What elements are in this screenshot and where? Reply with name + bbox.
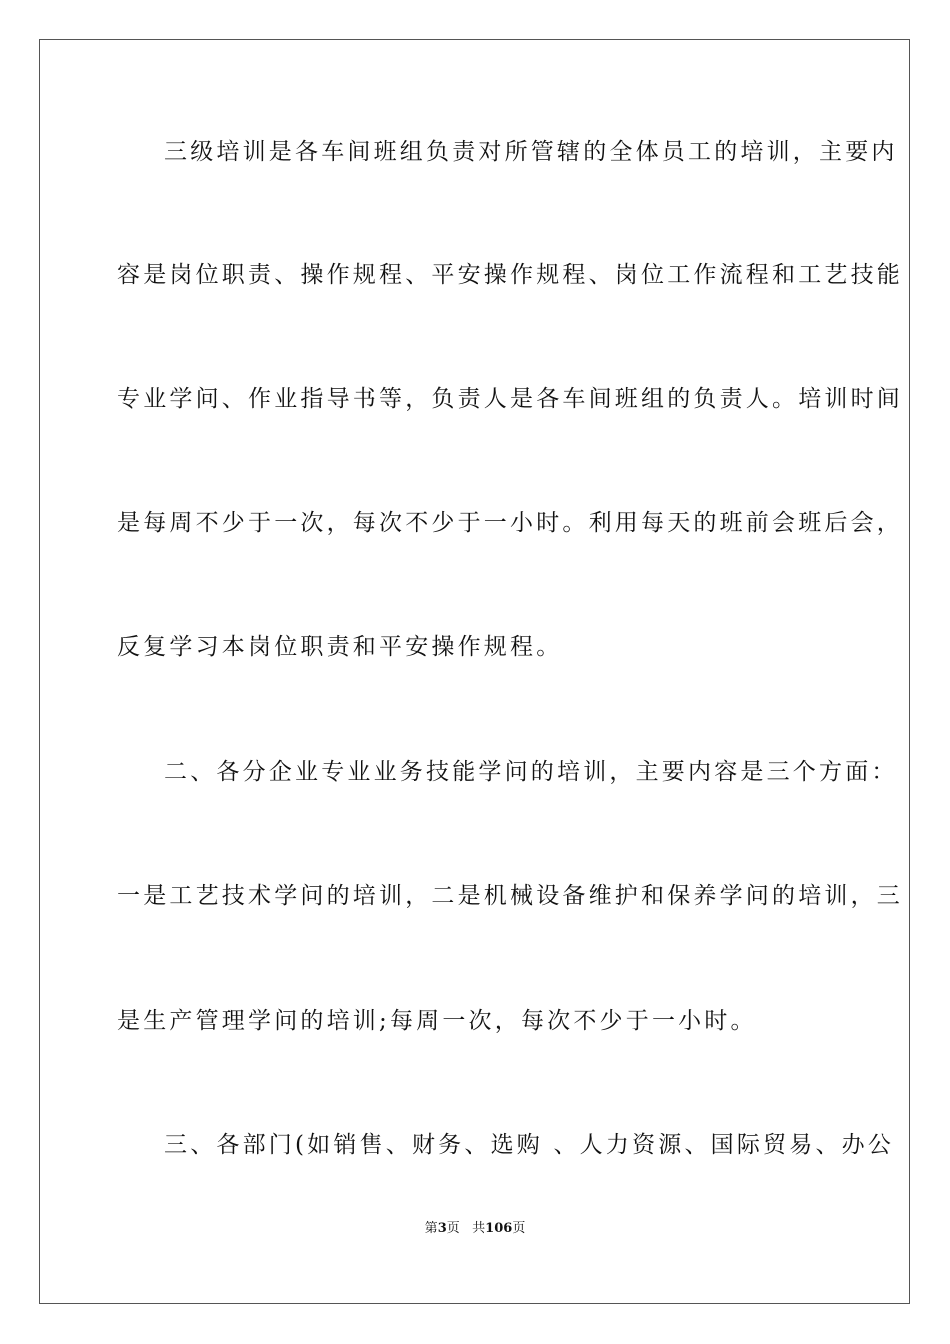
page-footer: [0, 1221, 950, 1237]
paragraph-line: 三、各部门(如销售、财务、选购 、人力资源、国际贸易、办公: [164, 1132, 895, 1158]
page-number: 3: [437, 1221, 447, 1236]
footer-prefix: 第: [424, 1221, 438, 1236]
paragraph-line: 是每周不少于一次，每次不少于一小时。利用每天的班前会班后会，: [117, 510, 903, 536]
footer-page-suffix: 页: [446, 1221, 460, 1236]
paragraph-line: 专业学问、作业指导书等，负责人是各车间班组的负责人。培训时间: [117, 386, 903, 412]
total-pages: 106: [485, 1221, 513, 1236]
paragraph-line: 反复学习本岗位职责和平安操作规程。: [117, 634, 563, 660]
footer-total-prefix: 共: [472, 1221, 486, 1236]
paragraph-line: 是生产管理学问的培训;每周一次，每次不少于一小时。: [117, 1008, 757, 1034]
page-border: [39, 39, 910, 1304]
paragraph-line: 一是工艺技术学问的培训，二是机械设备维护和保养学问的培训，三: [117, 883, 903, 909]
footer-total-suffix: 页: [512, 1221, 526, 1236]
paragraph-line: 三级培训是各车间班组负责对所管辖的全体员工的培训，主要内: [164, 139, 898, 165]
paragraph-line: 二、各分企业专业业务技能学问的培训，主要内容是三个方面：: [164, 759, 898, 785]
paragraph-line: 容是岗位职责、操作规程、平安操作规程、岗位工作流程和工艺技能: [117, 262, 903, 288]
